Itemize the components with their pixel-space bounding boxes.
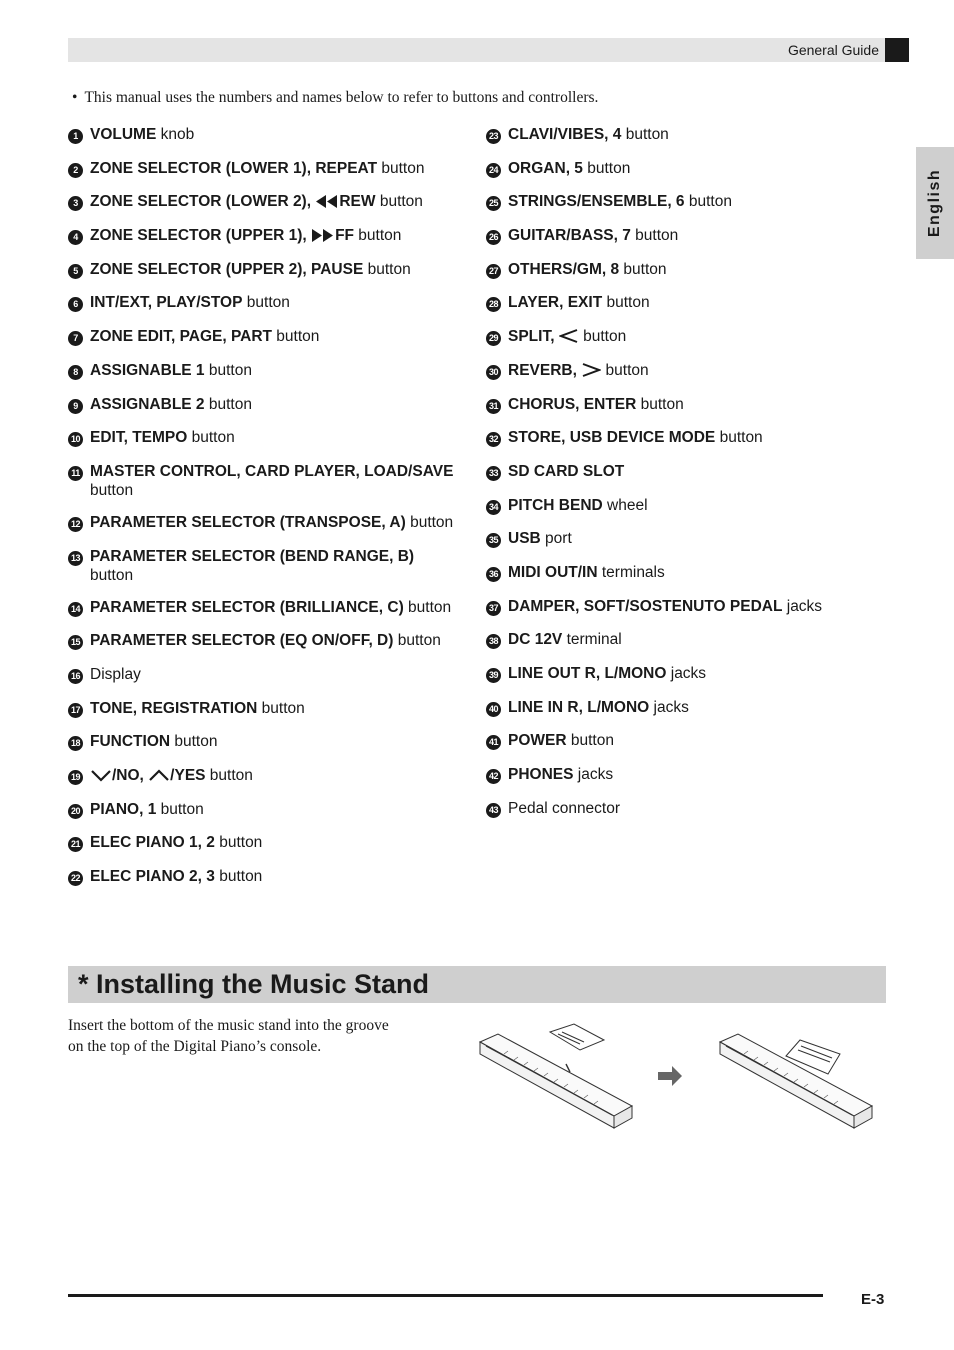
- item-type: button: [715, 429, 763, 447]
- item-type: button: [566, 732, 614, 750]
- item-number: 3: [68, 196, 83, 211]
- list-item: [68, 125, 468, 144]
- item-name: STRINGS/ENSEMBLE, 6: [508, 193, 685, 211]
- item-name: PHONES: [508, 766, 574, 784]
- item-name: REW: [339, 193, 376, 211]
- list-item: [486, 428, 886, 447]
- item-name: USB: [508, 530, 541, 548]
- item-type: button: [601, 361, 649, 379]
- item-type: port: [540, 530, 572, 548]
- item-name: /NO,: [112, 767, 149, 784]
- header-title: General Guide: [787, 42, 879, 58]
- item-type: button: [204, 395, 252, 413]
- chevron-right-icon: [581, 363, 601, 377]
- item-number: 43: [486, 803, 501, 818]
- list-item: [486, 698, 886, 717]
- parts-list-right: [486, 125, 886, 832]
- item-number: 36: [486, 567, 501, 582]
- item-number: 23: [486, 129, 501, 144]
- item-type: button: [90, 566, 134, 584]
- item-number: 11: [68, 466, 83, 481]
- list-item: [486, 361, 886, 380]
- item-type: button: [403, 598, 452, 616]
- list-item: [68, 428, 468, 447]
- list-item: [486, 260, 886, 279]
- item-number: 41: [486, 735, 501, 750]
- item-type: button: [90, 481, 134, 499]
- list-item: [486, 529, 886, 548]
- item-number: 30: [486, 365, 501, 380]
- list-item: [68, 462, 468, 500]
- list-item: [68, 665, 468, 684]
- item-name: ZONE SELECTOR (UPPER 1),: [90, 227, 312, 245]
- item-type: button: [375, 193, 423, 211]
- list-item: [68, 867, 468, 886]
- item-number: 8: [68, 365, 83, 380]
- item-name: LINE OUT R, L/MONO: [508, 665, 667, 682]
- item-name: CLAVI/VIBES, 4: [508, 126, 622, 143]
- list-item: [68, 513, 468, 532]
- item-type: terminal: [562, 631, 622, 649]
- item-number: 1: [68, 129, 83, 144]
- item-number: 40: [486, 702, 501, 717]
- item-name: PARAMETER SELECTOR (TRANSPOSE, A): [90, 513, 406, 531]
- list-item: [486, 799, 886, 818]
- item-type: button: [204, 361, 252, 379]
- list-item: [68, 766, 468, 785]
- language-tab: [916, 147, 954, 259]
- item-number: 32: [486, 432, 501, 447]
- item-type: jacks: [782, 597, 823, 615]
- item-name: ORGAN, 5: [508, 159, 583, 177]
- item-name: /YES: [170, 767, 206, 784]
- item-type: button: [393, 632, 441, 650]
- rewind-icon: [315, 195, 339, 208]
- item-name: ASSIGNABLE 2: [90, 395, 205, 413]
- item-number: 9: [68, 399, 83, 414]
- item-name: REVERB,: [508, 361, 582, 379]
- item-type: Pedal connector: [508, 799, 621, 817]
- item-type: button: [272, 328, 320, 346]
- list-item: [486, 226, 886, 245]
- item-type: button: [214, 834, 263, 852]
- list-item: [68, 293, 468, 312]
- list-item: [68, 226, 468, 245]
- item-type: button: [214, 868, 263, 886]
- list-item: [486, 159, 886, 178]
- item-name: PITCH BEND: [508, 496, 603, 514]
- item-type: Display: [90, 665, 141, 683]
- item-number: 31: [486, 399, 501, 414]
- section-header: [68, 966, 886, 1003]
- list-item: [68, 327, 468, 346]
- list-item: [486, 192, 886, 211]
- item-type: button: [582, 159, 631, 177]
- item-number: 5: [68, 264, 83, 279]
- item-name: VOLUME: [90, 126, 157, 143]
- item-type: knob: [156, 126, 195, 143]
- item-number: 24: [486, 163, 501, 178]
- item-number: 26: [486, 230, 501, 245]
- item-name: ZONE SELECTOR (LOWER 2),: [90, 193, 316, 211]
- list-item: [486, 630, 886, 649]
- item-name: ZONE SELECTOR (LOWER 1), REPEAT: [90, 159, 378, 177]
- item-type: button: [242, 294, 290, 312]
- item-number: 17: [68, 703, 83, 718]
- list-item: [486, 395, 886, 414]
- item-type: button: [619, 260, 667, 278]
- item-number: 27: [486, 264, 501, 279]
- item-number: 28: [486, 297, 501, 312]
- item-type: button: [621, 126, 669, 143]
- item-number: 18: [68, 736, 83, 751]
- item-name: PARAMETER SELECTOR (EQ ON/OFF, D): [90, 632, 394, 650]
- list-item: [68, 833, 468, 852]
- language-tab-label: English: [926, 168, 943, 238]
- list-item: [68, 159, 468, 178]
- item-type: button: [377, 159, 425, 177]
- intro-text: This manual uses the numbers and names below to refer to buttons and controllers.: [84, 89, 599, 106]
- item-name: PARAMETER SELECTOR (BEND RANGE, B): [90, 547, 415, 565]
- music-stand-illustration: [474, 1020, 884, 1145]
- item-name: LAYER, EXIT: [508, 294, 603, 312]
- list-item: [68, 631, 468, 650]
- item-name: LINE IN R, L/MONO: [508, 698, 650, 716]
- item-type: button: [354, 227, 402, 245]
- list-item: [68, 395, 468, 414]
- item-type: jacks: [666, 665, 707, 682]
- item-name: OTHERS/GM, 8: [508, 260, 620, 278]
- item-number: 37: [486, 601, 501, 616]
- item-number: 6: [68, 297, 83, 312]
- item-type: button: [363, 260, 411, 278]
- list-item: [486, 125, 886, 144]
- list-item: [486, 327, 886, 346]
- item-number: 13: [68, 551, 83, 566]
- item-number: 15: [68, 635, 83, 650]
- item-number: 25: [486, 196, 501, 211]
- item-type: jacks: [573, 766, 614, 784]
- item-name: STORE, USB DEVICE MODE: [508, 429, 716, 447]
- item-name: ZONE EDIT, PAGE, PART: [90, 328, 272, 346]
- item-name: PIANO, 1: [90, 800, 157, 818]
- item-name: ZONE SELECTOR (UPPER 2), PAUSE: [90, 260, 364, 278]
- list-item: [486, 664, 886, 683]
- item-name: MIDI OUT/IN: [508, 563, 598, 581]
- item-type: jacks: [649, 698, 689, 716]
- piano-after-illustration: [720, 1034, 872, 1128]
- list-item: [68, 260, 468, 279]
- item-name: GUITAR/BASS, 7: [508, 227, 631, 245]
- item-name: POWER: [508, 732, 567, 750]
- page-number: E-3: [861, 1291, 885, 1308]
- list-item: [68, 699, 468, 718]
- item-number: 33: [486, 466, 501, 481]
- list-item: [486, 765, 886, 784]
- item-type: button: [578, 328, 627, 346]
- list-item: [486, 293, 886, 312]
- item-number: 7: [68, 331, 83, 346]
- item-name: EDIT, TEMPO: [90, 429, 188, 447]
- item-type: wheel: [602, 496, 648, 514]
- item-name: SPLIT,: [508, 328, 559, 346]
- list-item: [486, 563, 886, 582]
- item-name: INT/EXT, PLAY/STOP: [90, 294, 243, 312]
- list-item: [68, 598, 468, 617]
- item-name: FF: [335, 227, 354, 245]
- list-item: [486, 597, 886, 616]
- page-header: [68, 38, 909, 62]
- list-item: [68, 547, 468, 585]
- item-number: 21: [68, 837, 83, 852]
- parts-list-left: [68, 125, 468, 901]
- item-number: 10: [68, 432, 83, 447]
- chevron-left-icon: [559, 329, 579, 343]
- item-type: button: [257, 699, 305, 717]
- item-number: 12: [68, 517, 83, 532]
- chevron-down-icon: [90, 769, 112, 782]
- arrow-right-icon: [658, 1066, 682, 1086]
- intro-note: [72, 89, 598, 107]
- list-item: [68, 732, 468, 751]
- item-type: button: [602, 294, 650, 312]
- list-item: [486, 731, 886, 750]
- item-type: button: [630, 227, 679, 245]
- header-marker: [885, 38, 909, 62]
- item-number: 19: [68, 770, 83, 785]
- fast-forward-icon: [311, 229, 335, 242]
- item-number: 4: [68, 230, 83, 245]
- piano-before-illustration: [480, 1024, 632, 1128]
- item-type: button: [684, 193, 732, 211]
- item-name: DC 12V: [508, 631, 563, 649]
- item-number: 35: [486, 533, 501, 548]
- instruction-text: Insert the bottom of the music stand into the groove on the top of the Digital Piano’s console.: [68, 1017, 389, 1055]
- section-title: * Installing the Music Stand: [78, 969, 430, 999]
- item-name: FUNCTION: [90, 733, 171, 751]
- item-name: ELEC PIANO 1, 2: [90, 834, 215, 852]
- item-number: 29: [486, 331, 501, 346]
- item-name: ELEC PIANO 2, 3: [90, 868, 215, 886]
- item-type: button: [205, 767, 253, 784]
- item-type: button: [636, 395, 684, 413]
- bullet: •: [72, 89, 78, 106]
- item-name: TONE, REGISTRATION: [90, 699, 258, 717]
- item-number: 2: [68, 163, 83, 178]
- item-number: 20: [68, 804, 83, 819]
- item-number: 16: [68, 669, 83, 684]
- item-name: SD CARD SLOT: [508, 462, 625, 480]
- item-name: CHORUS, ENTER: [508, 395, 637, 413]
- footer-rule: [68, 1294, 823, 1297]
- item-type: terminals: [597, 563, 665, 581]
- item-number: 14: [68, 602, 83, 617]
- item-name: ASSIGNABLE 1: [90, 361, 205, 379]
- list-item: [68, 192, 468, 211]
- item-number: 38: [486, 634, 501, 649]
- list-item: [486, 462, 886, 481]
- item-name: DAMPER, SOFT/SOSTENUTO PEDAL: [508, 597, 783, 615]
- item-type: button: [156, 800, 204, 818]
- list-item: [68, 800, 468, 819]
- list-item: [68, 361, 468, 380]
- item-number: 39: [486, 668, 501, 683]
- item-type: button: [405, 513, 454, 531]
- item-name: PARAMETER SELECTOR (BRILLIANCE, C): [90, 598, 404, 616]
- chevron-up-icon: [148, 769, 170, 782]
- item-name: MASTER CONTROL, CARD PLAYER, LOAD/SAVE: [90, 462, 454, 480]
- item-number: 42: [486, 769, 501, 784]
- list-item: [486, 496, 886, 515]
- item-type: button: [187, 429, 235, 447]
- item-type: button: [170, 733, 218, 751]
- item-number: 34: [486, 500, 501, 515]
- item-number: 22: [68, 871, 83, 886]
